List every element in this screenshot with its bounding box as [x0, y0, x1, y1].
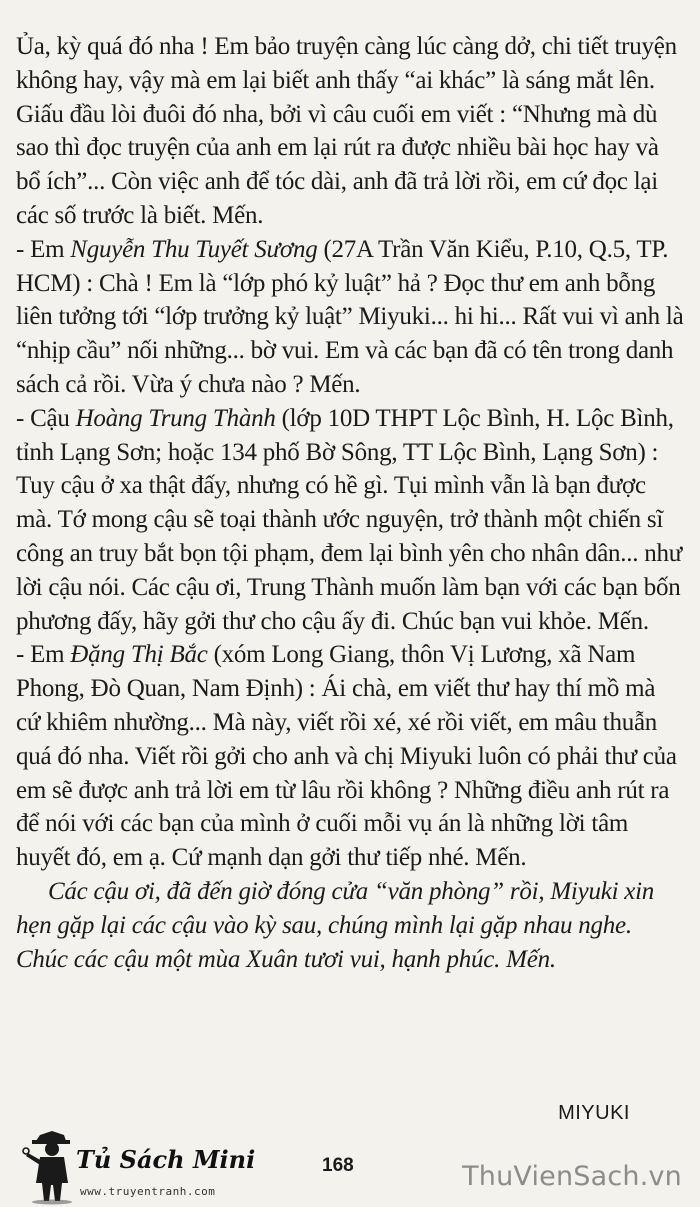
paragraph-text: (27A Trần Văn Kiểu, P.10, Q.5, TP. HCM) : Chà ! Em là “lớp phó kỷ luật” hả ? Đọc thư em anh bỗng liên tưởng tới “lớp trưởng kỷ luật” Miyuki... hi hi... Rất vui vì anh là “nhịp cầu” nối những... bờ vui. Em và các bạn đã có tên trong danh sách cả rồi. Vừa ý chưa nào ? Mến. [16, 235, 684, 398]
page-number: 168 [322, 1155, 354, 1176]
detective-silhouette-icon [22, 1125, 82, 1205]
signature: MIYUKI [558, 1102, 630, 1124]
paragraph-reply-bac [16, 638, 684, 875]
page-footer [0, 1125, 700, 1207]
paragraph-text: - Em [16, 235, 71, 263]
watermark: ThuVienSach.vn [462, 1161, 682, 1192]
letter-body [16, 30, 684, 976]
paragraph-text: Ủa, kỳ quá đó nha ! Em bảo truyện càng lúc càng dở, chi tiết truyện không hay, vậy mà em lại biết anh thấy “ai khác” là sáng mắt lên. Giấu đầu lòi đuôi đó nha, bởi vì câu cuối em viết : “Nhưng mà dù sao thì đọc truyện của anh em lại rút ra được nhiều bài học hay và bổ ích”... Còn việc anh để tóc dài, anh đã trả lời rồi, em cứ đọc lại các số trước là biết. Mến. [16, 33, 677, 229]
logo-title: Tủ Sách Mini [76, 1145, 256, 1174]
recipient-name: Đặng Thị Bắc [70, 641, 208, 669]
recipient-name: Hoàng Trung Thành [75, 404, 276, 432]
paragraph-text: (lớp 10D THPT Lộc Bình, H. Lộc Bình, tỉnh Lạng Sơn; hoặc 134 phố Bờ Sông, TT Lộc Bình, Lạng Sơn) : Tuy cậu ở xa thật đấy, nhưng có hề gì. Tụi mình vẫn là bạn được mà. Tớ mong cậu sẽ toại thành ước nguyện, trở thành một chiến sĩ công an truy bắt bọn tội phạm, đem lại bình yên cho nhân dân... như lời cậu nói. Các cậu ơi, Trung Thành muốn làm bạn với các bạn bốn phương đấy, hãy gởi thư cho cậu ấy đi. Chúc bạn vui khỏe. Mến. [16, 404, 683, 635]
paragraph-reply-suong [16, 233, 684, 402]
paragraph-reply-thanh [16, 402, 684, 639]
series-logo [22, 1125, 256, 1205]
paragraph-text: - Cậu [16, 404, 76, 432]
paragraph-intro [16, 30, 684, 233]
closing-paragraph: Các cậu ơi, đã đến giờ đóng cửa “văn phòng” rồi, Miyuki xin hẹn gặp lại các cậu vào kỳ sau, chúng mình lại gặp nhau nghe. Chúc các cậu một mùa Xuân tươi vui, hạnh phúc. Mến. [16, 877, 655, 973]
logo-url: www.truyentranh.com [80, 1185, 216, 1198]
paragraph-text: (xóm Long Giang, thôn Vị Lương, xã Nam Phong, Đò Quan, Nam Định) : Ái chà, em viết thư hay thí mồ mà cứ khiêm nhường... Mà này, viết rồi xé, xé rồi viết, em mâu thuẫn quá đó nha. Viết rồi gởi cho anh và chị Miyuki luôn có phải thư của em sẽ được anh trả lời em từ lâu rồi không ? Những điều anh rút ra để nói với các bạn của mình ở cuối mỗi vụ án là những lời tâm huyết đó, em ạ. Cứ mạnh dạn gởi thư tiếp nhé. Mến. [16, 641, 677, 872]
recipient-name: Nguyễn Thu Tuyết Sương [70, 235, 318, 263]
paragraph-text: - Em [16, 641, 71, 669]
